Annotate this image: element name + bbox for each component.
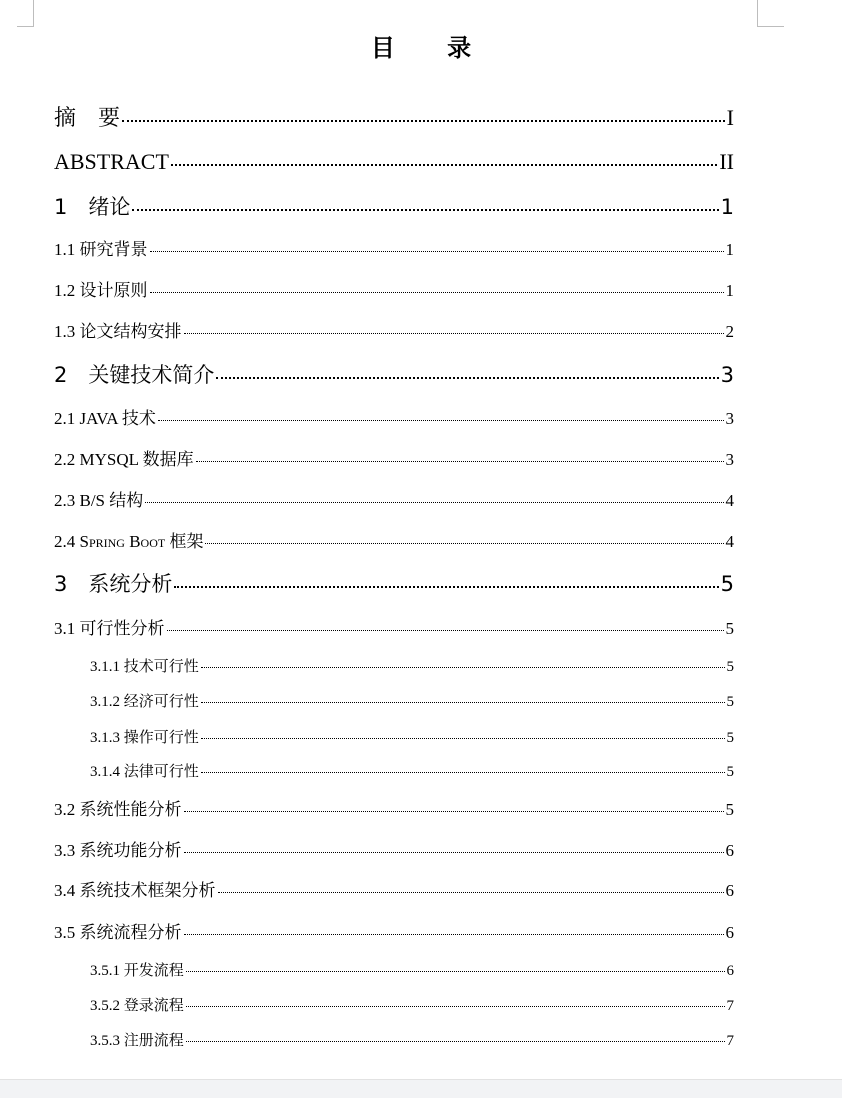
dot-leader [186,971,725,972]
toc-entry[interactable] [54,317,734,347]
toc-entry[interactable] [54,276,734,306]
toc-entry-label: 3.1 可行性分析 [54,619,165,638]
toc-entry-label: 2 关键技术简介 [54,363,215,387]
toc-entry[interactable] [54,360,734,390]
dot-leader [184,811,724,812]
dot-leader [158,420,724,421]
dot-leader [132,209,718,211]
toc-entry-page: 3 [725,450,734,469]
toc-entry-label: 摘 要 [54,105,121,130]
toc-entry-label: 3.3 系统功能分析 [54,841,182,860]
page-corner-mark-top-left [17,0,34,27]
toc-entry[interactable] [54,527,734,557]
toc-entry-page: 6 [725,923,734,942]
page-bottom-gap [0,1079,842,1098]
toc-entry[interactable] [54,192,734,222]
toc-entry-label: 3.5.1 开发流程 [90,963,184,979]
toc-entry-label: 3 系统分析 [54,572,173,596]
dot-leader [184,333,724,334]
dot-leader [201,667,725,668]
dot-leader [122,120,725,122]
toc-entry-label: 3.1.2 经济可行性 [90,694,199,710]
toc-entry[interactable] [90,757,734,787]
toc-entry-page: 6 [725,841,734,860]
toc-entry-label: 3.5.3 注册流程 [90,1033,184,1049]
toc-entry-label: 2.1 JAVA 技术 [54,409,156,428]
toc-entry-page: 1 [720,195,734,219]
toc-entry-page: 4 [725,532,734,551]
dot-leader [201,702,725,703]
toc-entry-page: 1 [725,281,734,300]
toc-entry-label: 1.1 研究背景 [54,240,148,259]
toc-entry[interactable] [54,569,734,599]
toc-entry-label: 2.4 Spring Boot 框架 [54,532,204,551]
toc-entry[interactable] [54,918,734,948]
toc-entry-page: 5 [720,572,734,596]
toc-entry-page: II [719,149,734,174]
dot-leader [167,630,724,631]
toc-entry-page: 5 [726,764,734,780]
toc-entry[interactable] [90,956,734,986]
toc-entry[interactable] [54,614,734,644]
dot-leader [186,1041,725,1042]
toc-entry-page: 5 [726,694,734,710]
toc-entry-page: 1 [725,240,734,259]
toc-entry[interactable] [54,486,734,516]
toc-entry-page: I [726,105,734,130]
dot-leader [174,586,718,588]
toc-entry[interactable] [90,1026,734,1056]
toc-entry[interactable] [90,687,734,717]
page-corner-mark-top-right [757,0,784,27]
toc-entry[interactable] [90,652,734,682]
toc-entry[interactable] [54,103,734,133]
toc-entry-page: 2 [725,322,734,341]
dot-leader [145,502,723,503]
dot-leader [150,292,724,293]
dot-leader [205,543,723,544]
dot-leader [186,1006,725,1007]
toc-entry[interactable] [54,836,734,866]
toc-title: 目 录 [370,34,494,62]
dot-leader [216,377,718,379]
dot-leader [184,852,724,853]
toc-entry[interactable] [54,404,734,434]
toc-entry-label: 1 绪论 [54,195,131,219]
toc-entry-label: 1.2 设计原则 [54,281,148,300]
toc-entry-label: 1.3 论文结构安排 [54,322,182,341]
toc-entry-label: 3.1.1 技术可行性 [90,659,199,675]
dot-leader [171,164,717,166]
toc-entry-label: ABSTRACT [54,149,169,174]
toc-entry[interactable] [54,445,734,475]
toc-entry-label: 3.4 系统技术框架分析 [54,881,216,900]
toc-entry-page: 7 [726,998,734,1014]
toc-entry-page: 4 [725,491,734,510]
toc-entry[interactable] [54,147,734,177]
toc-entry-label: 3.1.4 法律可行性 [90,764,199,780]
toc-entry-page: 3 [720,363,734,387]
dot-leader [218,892,724,893]
toc-entry-page: 7 [726,1033,734,1049]
toc-entry-label: 2.2 MYSQL 数据库 [54,450,194,469]
toc-entry-label: 3.5 系统流程分析 [54,923,182,942]
toc-entry-page: 3 [725,409,734,428]
toc-entry-label: 3.5.2 登录流程 [90,998,184,1014]
toc-entry-page: 5 [726,730,734,746]
toc-entry-page: 6 [726,963,734,979]
toc-entry-label: 3.2 系统性能分析 [54,800,182,819]
toc-entry[interactable] [54,795,734,825]
toc-entry[interactable] [54,235,734,265]
dot-leader [150,251,724,252]
dot-leader [201,772,725,773]
dot-leader [201,738,725,739]
toc-entry[interactable] [90,723,734,753]
toc-entry-page: 5 [726,659,734,675]
toc-entry-page: 5 [725,800,734,819]
toc-entry-page: 6 [725,881,734,900]
toc-entry-page: 5 [725,619,734,638]
toc-entry-label: 3.1.3 操作可行性 [90,730,199,746]
dot-leader [184,934,724,935]
toc-entry[interactable] [90,991,734,1021]
toc-entry[interactable] [54,876,734,906]
toc-entry-label: 2.3 B/S 结构 [54,491,144,510]
dot-leader [196,461,724,462]
